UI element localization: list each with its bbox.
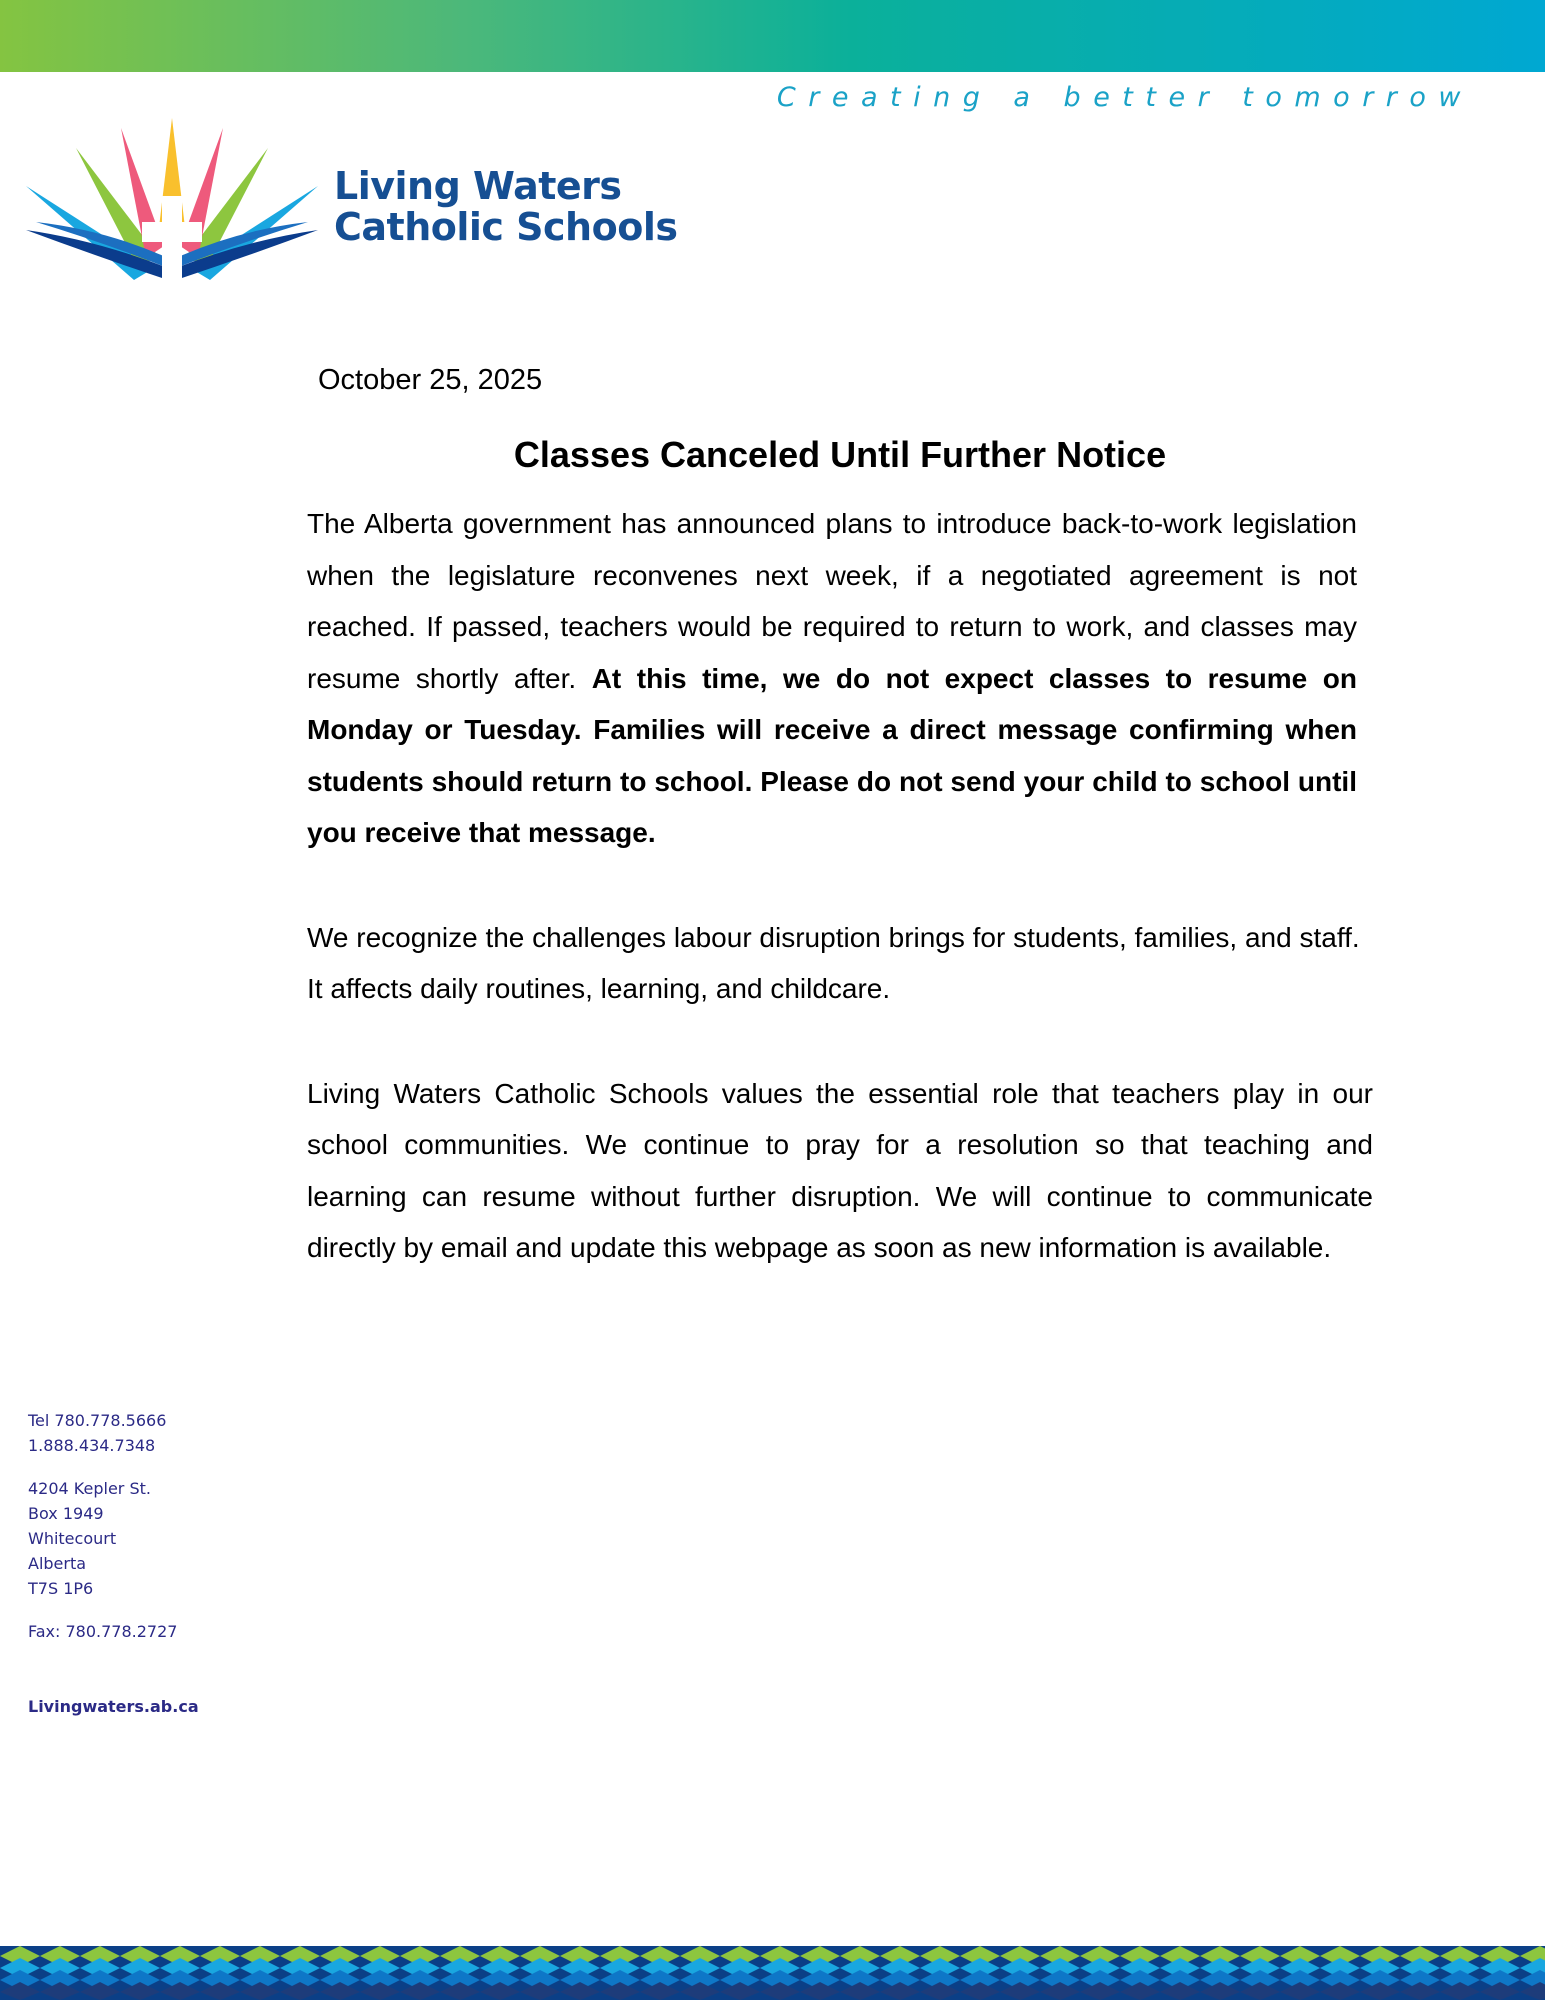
address-group <box>28 1476 199 1601</box>
logo-wordmark <box>334 166 677 248</box>
fax-number: Fax: 780.778.2727 <box>28 1622 178 1641</box>
logo-line-1: Living Waters <box>334 164 622 208</box>
address-city: Whitecourt <box>28 1529 117 1548</box>
tagline: Creating a better tomorrow <box>776 82 1473 113</box>
phone-group <box>28 1408 199 1458</box>
header-color-band <box>0 0 1545 72</box>
tollfree-number: 1.888.434.7348 <box>28 1436 156 1455</box>
address-postal: T7S 1P6 <box>28 1579 94 1598</box>
address-province: Alberta <box>28 1554 87 1573</box>
tel-number: Tel 780.778.5666 <box>28 1411 167 1430</box>
paragraph-1-text: The Alberta government has announced plans to introduce back-to-work legislation when the legislature reconvenes next week, if a negotiated agreement is not reached. If passed, teachers would be required to return to work, and classes may resume shortly after. <box>307 508 1357 694</box>
paragraph-2: We recognize the challenges labour disruption brings for students, families, and staff. It affects daily routines, learning, and childcare. <box>307 921 1360 1004</box>
address-box: Box 1949 <box>28 1504 104 1523</box>
paragraph-1-bold-notice: At this time, we do not expect classes to resume on Monday or Tuesday. Families will receive a direct message confirming when students should return to school. Please do not send your child to school until you receive that message. <box>307 662 1357 848</box>
website-link[interactable]: Livingwaters.ab.ca <box>28 1697 199 1716</box>
paragraph-3: Living Waters Catholic Schools values the essential role that teachers play in our school communities. We continue to pray for a resolution so that teaching and learning can resume without further disruption. We will continue to communicate directly by email and update this webpage as soon as new information is available. <box>307 1077 1373 1263</box>
letter-body <box>307 498 1373 1327</box>
footer-wave-band <box>0 1946 1545 2000</box>
logo-cross-horizontal <box>142 222 202 242</box>
contact-info <box>28 1408 199 1719</box>
paragraph-1 <box>307 498 1357 859</box>
logo-line-2: Catholic Schools <box>334 205 678 249</box>
letter-date: October 25, 2025 <box>318 364 543 396</box>
letter-title: Classes Canceled Until Further Notice <box>513 434 1167 475</box>
address-street: 4204 Kepler St. <box>28 1479 151 1498</box>
logo-icon <box>26 118 318 288</box>
